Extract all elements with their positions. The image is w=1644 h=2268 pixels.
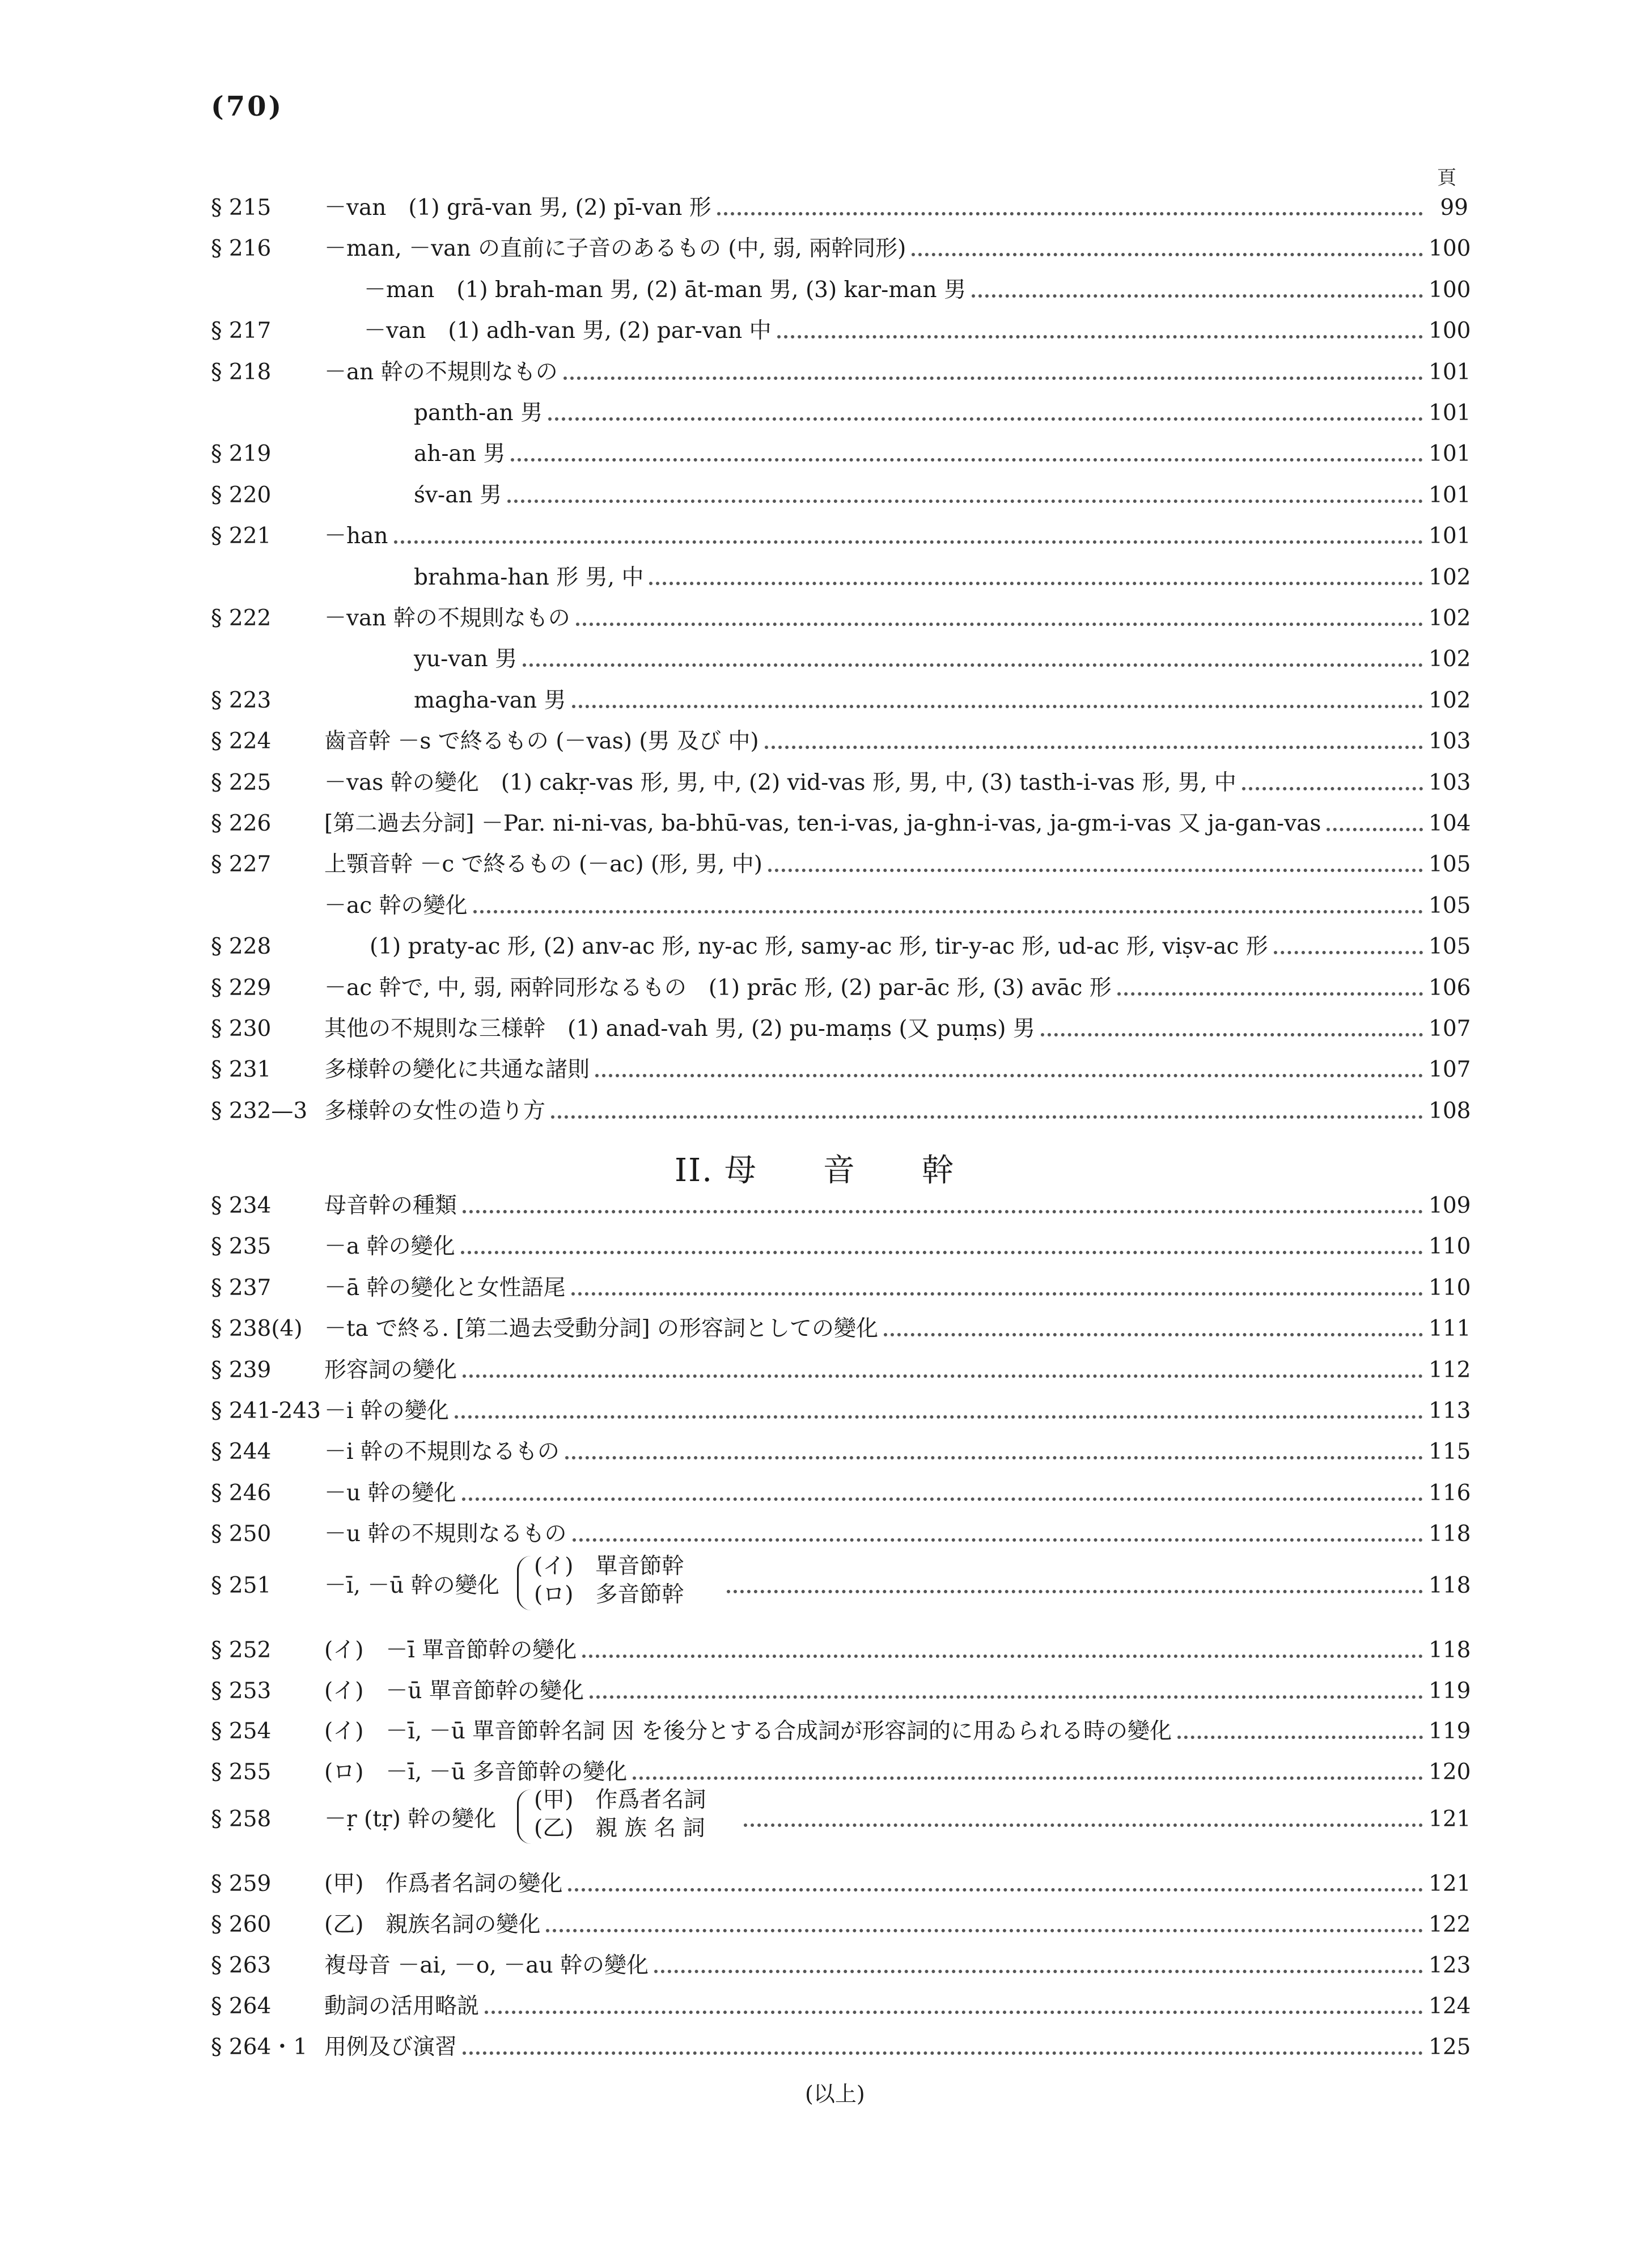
- dot-leader: [727, 1590, 1423, 1593]
- dot-leader: [573, 1538, 1423, 1542]
- page-ref: 105: [1429, 934, 1471, 960]
- section-number: § 226: [211, 811, 272, 836]
- page-ref: 118: [1429, 1637, 1471, 1663]
- page-ref: 106: [1429, 975, 1471, 1001]
- entry-leader: [324, 1356, 1471, 1385]
- section-number: § 215: [211, 195, 272, 221]
- section-number: § 263: [211, 1953, 272, 1978]
- entry-title: －a 幹の變化: [324, 1234, 455, 1260]
- dot-leader: [394, 540, 1423, 544]
- dot-leader: [548, 417, 1423, 421]
- entry-title: －van (1) adh-van 男, (2) par-van 中: [364, 318, 772, 344]
- entry-title: 形容詞の變化: [324, 1357, 457, 1383]
- entry-title: (イ) －ī, －ū 單音節幹名詞 因 を後分とする合成詞が形容詞的に用ゐられる時の變化: [324, 1719, 1172, 1745]
- dot-leader: [595, 1074, 1423, 1077]
- page-column-label: 頁: [1437, 167, 1456, 189]
- entry-leader: [324, 1992, 1471, 2021]
- entry-lead-text: －ṛ (tṛ) 幹の變化: [324, 1806, 497, 1832]
- entry-title: －han: [324, 523, 388, 549]
- curly-brace: [517, 1789, 531, 1844]
- dot-leader: [565, 1456, 1423, 1459]
- entry-title: 動詞の活用略説: [324, 1994, 480, 2019]
- dot-leader: [744, 1823, 1423, 1827]
- entry-leader: [324, 1438, 1471, 1466]
- section-number: § 246: [211, 1480, 272, 1506]
- entry-title: panth-an 男: [414, 400, 543, 426]
- page-ref: 109: [1429, 1193, 1471, 1218]
- page-ref: 119: [1429, 1719, 1471, 1745]
- entry-title: (ロ) －ī, －ū 多音節幹の變化: [324, 1759, 628, 1785]
- entry-leader: [324, 1233, 1471, 1261]
- page-ref: 123: [1429, 1953, 1471, 1978]
- entry-leader: [370, 933, 1471, 961]
- page-ref: 101: [1429, 441, 1471, 467]
- section-number: § 251: [211, 1573, 272, 1598]
- entry-title: 用例及び演習: [324, 2034, 457, 2060]
- section-number: § 225: [211, 769, 272, 796]
- dot-leader: [1242, 787, 1423, 790]
- entry-leader: [324, 1636, 1471, 1665]
- section-number: § 252: [211, 1637, 272, 1663]
- entry-leader: [324, 1677, 1471, 1706]
- entry-title: －an 幹の不規則なもの: [324, 359, 558, 385]
- entry-leader: [364, 276, 1471, 304]
- dot-leader: [568, 1888, 1423, 1892]
- entry-title: brahma-han 形 男, 中: [414, 564, 644, 590]
- page-ref: 102: [1429, 646, 1471, 672]
- page-ref: 104: [1429, 811, 1471, 836]
- entry-leader: [324, 194, 1468, 222]
- entry-leader: [324, 1952, 1471, 1980]
- dot-leader: [1274, 951, 1423, 954]
- dot-leader: [511, 458, 1423, 462]
- page-ref: 102: [1429, 687, 1471, 713]
- section-number: § 241-243: [211, 1398, 321, 1424]
- page-ref: 101: [1429, 359, 1471, 385]
- section-number: § 219: [211, 441, 272, 467]
- entry-leader: [414, 481, 1471, 510]
- entry-leader: [324, 1911, 1471, 1939]
- entry-title: 多様幹の女性の造り方: [324, 1098, 546, 1124]
- dot-leader: [473, 910, 1423, 913]
- entry-leader: [324, 1056, 1471, 1084]
- entry-leader: [324, 1192, 1471, 1220]
- entry-title: 多様幹の變化に共通な諸則: [324, 1057, 590, 1083]
- brace-option: (甲) 作爲者名詞: [534, 1787, 706, 1813]
- entry-leader: [324, 892, 1471, 920]
- dot-leader: [765, 746, 1423, 749]
- toc-entry-brace-258: [211, 1786, 1471, 1850]
- entry-title: －u 幹の變化: [324, 1480, 456, 1506]
- entry-lead-text: －ī, －ū 幹の變化: [324, 1573, 499, 1598]
- page-ref: 116: [1429, 1480, 1471, 1506]
- entry-leader: [324, 1097, 1471, 1125]
- dot-leader: [582, 1655, 1423, 1658]
- page-ref: 112: [1429, 1357, 1471, 1383]
- dot-leader: [523, 663, 1423, 667]
- entry-leader: [324, 1479, 1471, 1508]
- entry-title: (甲) 作爲者名詞の變化: [324, 1871, 563, 1897]
- entry-leader: [414, 399, 1471, 428]
- entry-leader: [414, 564, 1471, 592]
- entry-leader: [721, 1572, 1471, 1600]
- page-ref: 122: [1429, 1912, 1471, 1937]
- entry-title: －ā 幹の變化と女性語尾: [324, 1275, 566, 1301]
- entry-leader: [324, 1274, 1471, 1302]
- dot-leader: [1327, 828, 1423, 831]
- brace-option: (乙) 親 族 名 詞: [534, 1816, 705, 1841]
- page-ref: 101: [1429, 523, 1471, 549]
- section-heading-vowel-stems: II. 母 音 幹: [675, 1152, 955, 1189]
- entry-title: －van (1) grā-van 男, (2) pī-van 形: [324, 195, 711, 221]
- entry-leader: [324, 1520, 1471, 1548]
- section-number: § 230: [211, 1016, 272, 1042]
- section-number: § 216: [211, 236, 272, 262]
- entry-title: yu-van 男: [414, 646, 518, 672]
- dot-leader: [912, 253, 1423, 256]
- entry-leader: [324, 974, 1471, 1002]
- entry-leader: [364, 317, 1471, 345]
- section-number: § 220: [211, 482, 272, 508]
- entry-leader: [324, 1870, 1471, 1898]
- entry-leader: [324, 1015, 1471, 1043]
- entry-leader: [324, 604, 1471, 633]
- dot-leader: [590, 1695, 1423, 1699]
- page-ref: 111: [1429, 1316, 1471, 1342]
- page-ref: 108: [1429, 1098, 1471, 1124]
- entry-title: 上顎音幹 －c で終るもの (－ac) (形, 男, 中): [324, 852, 762, 878]
- page-ref: 118: [1429, 1521, 1471, 1547]
- entry-title: －i 幹の變化: [324, 1398, 449, 1424]
- end-marker: (以上): [805, 2081, 865, 2106]
- page-ref: 103: [1429, 729, 1471, 755]
- section-number: § 255: [211, 1759, 272, 1785]
- dot-leader: [572, 705, 1423, 708]
- entry-title: (イ) －ī 單音節幹の變化: [324, 1637, 577, 1663]
- section-number: § 228: [211, 934, 272, 960]
- page-ref: 100: [1429, 236, 1471, 262]
- page-number: (70): [211, 91, 284, 122]
- entry-title: －man (1) brah-man 男, (2) āt-man 男, (3) kar-man 男: [364, 277, 967, 303]
- dot-leader: [507, 500, 1423, 503]
- dot-leader: [485, 2011, 1423, 2014]
- dot-leader: [463, 1374, 1423, 1378]
- page-ref: 113: [1429, 1398, 1471, 1424]
- entry-leader: [324, 810, 1471, 838]
- section-number: § 223: [211, 687, 272, 713]
- page-ref: 125: [1429, 2034, 1471, 2060]
- entry-leader: [738, 1805, 1471, 1834]
- section-number: § 227: [211, 852, 272, 878]
- entry-title: 母音幹の種類: [324, 1193, 457, 1218]
- entry-title: －ta で終る. [第二過去受動分詞] の形容詞としての變化: [324, 1316, 878, 1342]
- page-ref: 105: [1429, 892, 1471, 919]
- section-number: § 238(4): [211, 1316, 303, 1342]
- page-ref: 107: [1429, 1057, 1471, 1083]
- section-number: § 239: [211, 1357, 272, 1383]
- dot-leader: [455, 1415, 1423, 1419]
- entry-leader: [324, 235, 1471, 263]
- brace-option: (イ) 單音節幹: [534, 1554, 684, 1579]
- entry-title: 齒音幹 －s で終るもの (－vas) (男 及び 中): [324, 729, 759, 755]
- entry-leader: [324, 1758, 1471, 1787]
- entry-title: magha-van 男: [414, 687, 566, 713]
- entry-title: －i 幹の不規則なるもの: [324, 1439, 560, 1465]
- entry-leader: [324, 2033, 1471, 2062]
- entry-title: －ac 幹で, 中, 弱, 兩幹同形なるもの (1) prāc 形, (2) par-āc 形, (3) avāc 形: [324, 975, 1112, 1001]
- brace-options: [534, 1786, 706, 1843]
- dot-leader: [768, 869, 1423, 872]
- section-number: § 222: [211, 606, 272, 631]
- section-number: § 260: [211, 1912, 272, 1937]
- entry-title: ah-an 男: [414, 441, 506, 467]
- page-ref: 100: [1429, 318, 1471, 344]
- entry-title: －vas 幹の變化 (1) cakṛ-vas 形, 男, 中, (2) vid-vas 形, 男, 中, (3) tasth-i-vas 形, 男, 中: [324, 769, 1236, 796]
- page-ref: 121: [1429, 1806, 1471, 1832]
- dot-leader: [463, 1210, 1423, 1213]
- section-number: § 218: [211, 359, 272, 385]
- dot-leader: [1041, 1033, 1423, 1036]
- page-ref: 101: [1429, 482, 1471, 508]
- entry-title: (イ) －ū 單音節幹の變化: [324, 1678, 584, 1704]
- page-ref: 121: [1429, 1871, 1471, 1897]
- entry-title: (乙) 親族名詞の變化: [324, 1912, 541, 1937]
- page-ref: 99: [1440, 195, 1468, 221]
- section-number: § 235: [211, 1234, 272, 1260]
- section-number: § 232—3: [211, 1098, 308, 1124]
- dot-leader: [563, 376, 1423, 380]
- page-ref: 115: [1429, 1439, 1471, 1465]
- section-number: § 231: [211, 1057, 272, 1083]
- entry-title: [第二過去分詞] －Par. ni-ni-vas, ba-bhū-vas, ten-i-vas, ja-ghn-i-vas, ja-gm-i-vas 又 ja-gan-vas: [324, 811, 1321, 836]
- page-ref: 102: [1429, 564, 1471, 590]
- dot-leader: [884, 1333, 1423, 1336]
- entry-leader: [324, 522, 1471, 551]
- dot-leader: [571, 1292, 1423, 1296]
- section-number: § 264: [211, 1994, 272, 2019]
- dot-leader: [1117, 992, 1423, 996]
- entry-title: －man, －van の直前に子音のあるもの (中, 弱, 兩幹同形): [324, 236, 906, 262]
- page-ref: 120: [1429, 1759, 1471, 1785]
- toc-entry-brace-251: [211, 1552, 1471, 1616]
- section-number: § 234: [211, 1193, 272, 1218]
- section-number: § 258: [211, 1806, 272, 1832]
- page-ref: 107: [1429, 1016, 1471, 1042]
- dot-leader: [551, 1115, 1423, 1119]
- entry-title: －ac 幹の變化: [324, 892, 468, 919]
- dot-leader: [972, 294, 1423, 298]
- dot-leader: [633, 1776, 1423, 1780]
- dot-leader: [461, 1251, 1423, 1254]
- section-number: § 237: [211, 1275, 272, 1301]
- curly-brace: [517, 1556, 531, 1610]
- page-ref: 118: [1429, 1573, 1471, 1598]
- section-number: § 264・1: [211, 2034, 308, 2060]
- dot-leader: [654, 1970, 1423, 1973]
- entry-title: (1) praty-ac 形, (2) anv-ac 形, ny-ac 形, samy-ac 形, tir-y-ac 形, ud-ac 形, viṣv-ac 形: [370, 934, 1268, 960]
- entry-leader: [414, 687, 1471, 715]
- section-number: § 221: [211, 523, 272, 549]
- entry-leader: [324, 1397, 1471, 1425]
- entry-title: śv-an 男: [414, 482, 502, 508]
- page-ref: 101: [1429, 400, 1471, 426]
- dot-leader: [462, 1497, 1423, 1501]
- entry-title: 複母音 －ai, －o, －au 幹の變化: [324, 1953, 649, 1978]
- brace-option: (ロ) 多音節幹: [534, 1582, 684, 1607]
- page-ref: 119: [1429, 1678, 1471, 1704]
- dot-leader: [546, 1929, 1423, 1932]
- page-ref: 100: [1429, 277, 1471, 303]
- section-number: § 229: [211, 975, 272, 1001]
- dot-leader: [463, 2051, 1423, 2055]
- section-number: § 254: [211, 1719, 272, 1745]
- dot-leader: [717, 212, 1423, 215]
- entry-title: －u 幹の不規則なるもの: [324, 1521, 567, 1547]
- entry-leader: [414, 645, 1471, 674]
- page-ref: 103: [1429, 769, 1471, 796]
- entry-leader: [324, 1717, 1471, 1746]
- brace-options: [534, 1552, 684, 1609]
- dot-leader: [576, 623, 1423, 626]
- dot-leader: [649, 582, 1423, 585]
- section-number: § 250: [211, 1521, 272, 1547]
- page-ref: 105: [1429, 852, 1471, 878]
- entry-leader: [324, 1315, 1471, 1343]
- page-ref: 102: [1429, 606, 1471, 631]
- page-ref: 124: [1429, 1994, 1471, 2019]
- dot-leader: [777, 335, 1423, 338]
- entry-leader: [324, 769, 1471, 797]
- entry-title: 其他の不規則な三様幹 (1) anad-vah 男, (2) pu-maṃs (又 puṃs) 男: [324, 1016, 1035, 1042]
- section-number: § 244: [211, 1439, 272, 1465]
- dot-leader: [1177, 1736, 1423, 1739]
- entry-title: －van 幹の不規則なもの: [324, 606, 570, 631]
- page-ref: 110: [1429, 1234, 1471, 1260]
- entry-leader: [414, 440, 1471, 468]
- entry-leader: [324, 727, 1471, 756]
- entry-leader: [324, 358, 1471, 387]
- section-number: § 217: [211, 318, 272, 344]
- section-number: § 224: [211, 729, 272, 755]
- section-number: § 253: [211, 1678, 272, 1704]
- entry-leader: [324, 850, 1471, 879]
- page-ref: 110: [1429, 1275, 1471, 1301]
- section-number: § 259: [211, 1871, 272, 1897]
